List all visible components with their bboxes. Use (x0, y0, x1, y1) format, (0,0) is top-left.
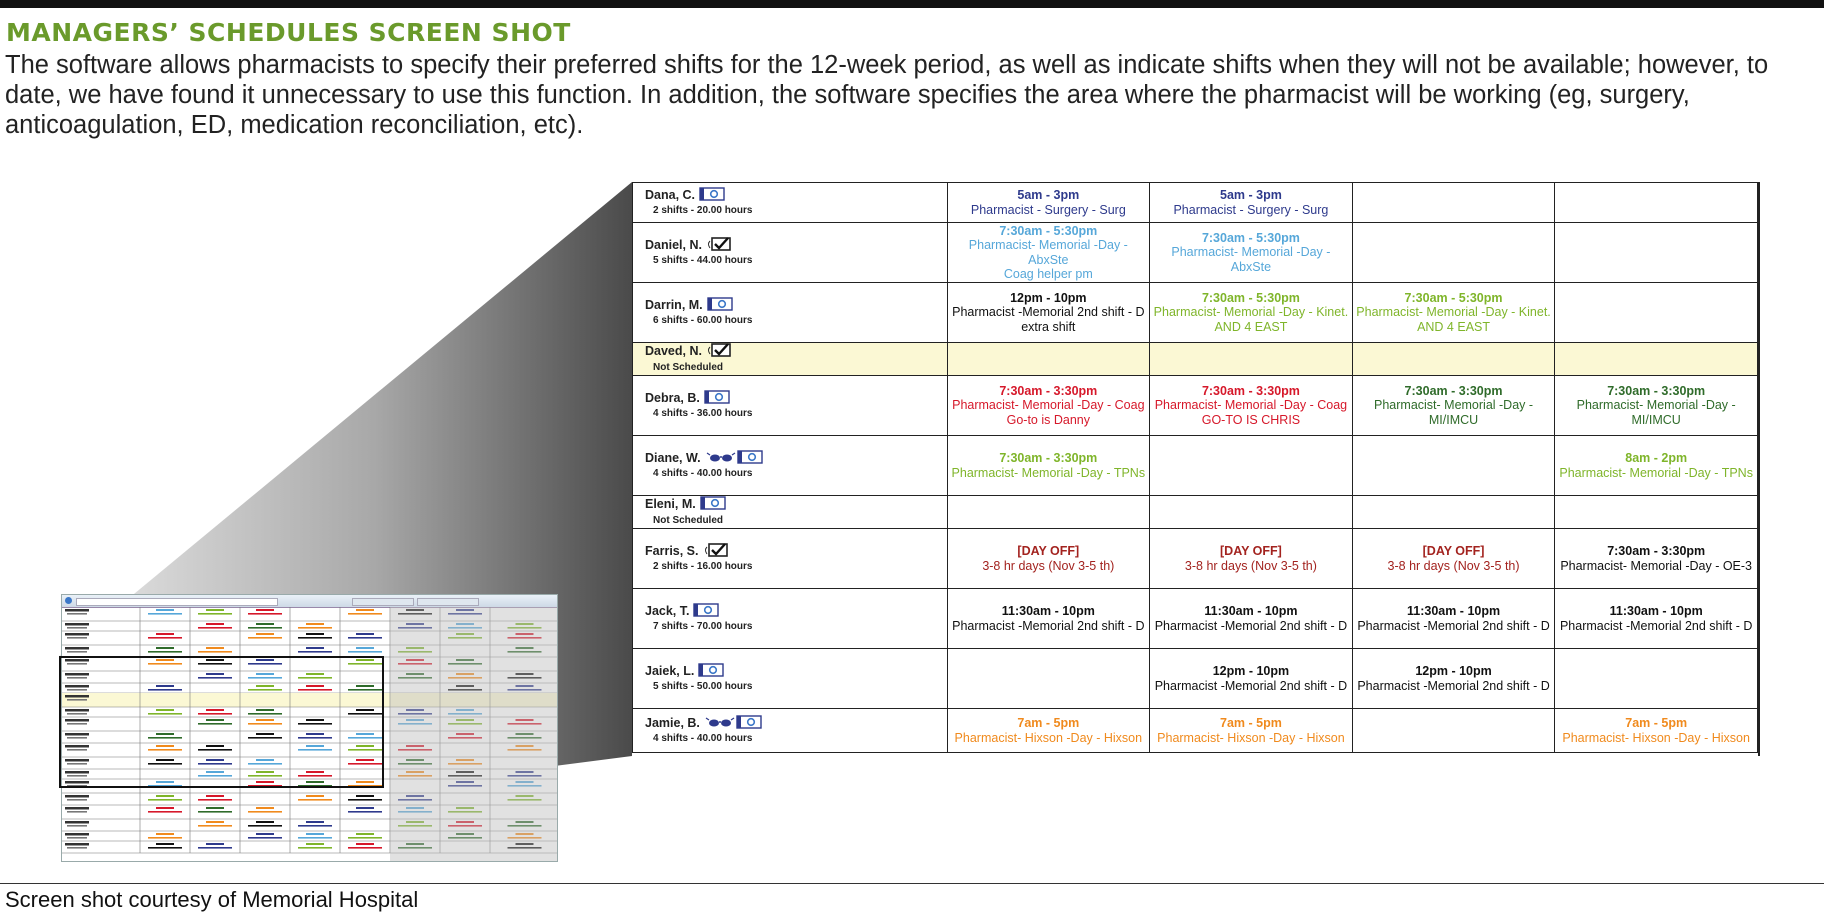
glasses-calendar-icon[interactable] (704, 715, 762, 733)
shift-cell[interactable] (1555, 709, 1758, 753)
thumbnail-sub-text (67, 825, 87, 827)
schedule-row (633, 589, 1758, 649)
thumbnail-shift-text (348, 811, 382, 813)
shift-summary: 7 shifts - 70.00 hours (653, 621, 753, 632)
shift-cell[interactable] (1352, 343, 1555, 376)
shift-cell[interactable] (1150, 283, 1353, 343)
shift-cell[interactable] (1352, 183, 1555, 223)
thumbnail-shift-text (156, 795, 174, 797)
thumbnail-sub-text (67, 811, 87, 813)
shift-summary: 2 shifts - 20.00 hours (653, 205, 753, 216)
shift-time: [DAY OFF] (1017, 544, 1080, 558)
thumbnail-sub-text (67, 613, 87, 615)
shift-cell[interactable] (947, 529, 1150, 589)
shift-assignment: Pharmacist -Memorial 2nd shift - D (1357, 618, 1550, 633)
calendar-icon[interactable] (700, 496, 726, 514)
shift-time: 7:30am - 5:30pm (1201, 230, 1300, 245)
shift-cell[interactable] (1150, 376, 1353, 436)
thumbnail-shift-text (356, 795, 374, 797)
shift-assignment: Pharmacist - Surgery - Surg (1173, 202, 1329, 217)
thumbnail-shift-text (206, 609, 224, 611)
shift-cell[interactable] (1555, 223, 1758, 283)
shift-assignment: Pharmacist- Memorial -Day - TPNs (1559, 465, 1753, 480)
checkmark-icon[interactable] (706, 343, 732, 361)
browser-logo-icon (65, 597, 72, 604)
shift-cell[interactable] (1352, 496, 1555, 529)
thumbnail-shift-text (198, 847, 232, 849)
shift-summary: 4 shifts - 40.00 hours (653, 468, 753, 479)
shift-assignment: Pharmacist- Memorial -Day - AbxSte (968, 238, 1128, 267)
shift-cell[interactable] (1555, 649, 1758, 709)
pharmacist-cell[interactable] (633, 436, 948, 496)
schedule-row (633, 709, 1758, 753)
thumbnail-shift-text (156, 833, 174, 835)
calendar-icon[interactable] (693, 603, 719, 621)
shift-cell[interactable] (1352, 436, 1555, 496)
pharmacist-name: Daniel, N. (645, 237, 702, 252)
thumbnail-tab (417, 598, 479, 606)
thumbnail-shade (390, 607, 558, 862)
thumbnail-shift-text (306, 623, 324, 625)
thumbnail-sub-text (67, 837, 87, 839)
shift-cell[interactable] (1555, 589, 1758, 649)
thumbnail-shift-text (148, 613, 182, 615)
shift-assignment: Coag helper pm (1003, 267, 1093, 281)
shift-cell[interactable] (1150, 223, 1353, 283)
shift-assignment: Pharmacist- Hixson -Day - Hixson (1562, 730, 1750, 745)
thumbnail-sub-text (67, 637, 87, 639)
pharmacist-cell[interactable] (633, 709, 948, 753)
shift-time: 7am - 5pm (1625, 716, 1688, 730)
thumbnail-shift-text (248, 837, 282, 839)
shift-time: 11:30am - 10pm (1001, 604, 1095, 618)
thumbnail-shift-text (156, 807, 174, 809)
thumbnail-shift-text (348, 651, 382, 653)
intro-paragraph: The software allows pharmacists to specify their preferred shifts for the 12-week period, as well as indicate shifts when they will not be available; however, to date, we have found it unnecessary to use this function. In addition, the software specifies the area where the pharmacist will be working (eg, surgery, anticoagulation, ED, medication reconciliation, etc). (5, 51, 1769, 139)
shift-assignment: Pharmacist -Memorial 2nd shift - D (1357, 678, 1550, 693)
shift-time: 7:30am - 3:30pm (999, 383, 1098, 398)
schedule-row (633, 343, 1758, 376)
shift-cell[interactable] (947, 343, 1150, 376)
thumbnail-shift-text (198, 627, 232, 629)
shift-assignment: Pharmacist- Memorial -Day - Kinet. (1153, 305, 1349, 320)
pharmacist-cell[interactable] (633, 649, 948, 709)
thumbnail-shift-text (256, 807, 274, 809)
thumbnail-shift-text (206, 843, 224, 845)
thumbnail-shift-text (356, 833, 374, 835)
shift-summary: 5 shifts - 50.00 hours (653, 681, 753, 692)
thumbnail-shift-text (356, 647, 374, 649)
shift-cell[interactable] (1555, 529, 1758, 589)
shift-time: 11:30am - 10pm (1609, 604, 1703, 618)
photo-credit: Screen shot courtesy of Memorial Hospital (5, 887, 419, 912)
thumbnail-shift-text (306, 833, 324, 835)
pharmacist-name: Jack, T. (645, 603, 690, 618)
thumbnail-shift-text (298, 847, 332, 849)
schedule-row (633, 283, 1758, 343)
pharmacist-cell[interactable] (633, 589, 948, 649)
shift-assignment: 3-8 hr days (Nov 3-5 th) (982, 558, 1115, 573)
pharmacist-name: Jaiek, L. (645, 663, 695, 678)
thumbnail-shift-text (198, 613, 232, 615)
shift-assignment: Pharmacist- Memorial -Day - MI/IMCU (1576, 398, 1736, 427)
shift-cell[interactable] (1352, 223, 1555, 283)
thumbnail-shift-text (206, 821, 224, 823)
shift-time: 7:30am - 5:30pm (1404, 290, 1503, 305)
shift-cell[interactable] (1555, 183, 1758, 223)
shift-cell[interactable] (1352, 649, 1555, 709)
thumbnail-shift-text (148, 637, 182, 639)
pharmacist-name: Diane, W. (645, 450, 701, 465)
thumbnail-shift-text (256, 609, 274, 611)
thumbnail-shift-text (306, 843, 324, 845)
thumbnail-name-text (65, 647, 89, 650)
thumbnail-sub-text (67, 847, 87, 849)
thumbnail-shift-text (348, 637, 382, 639)
thumbnail-shift-text (148, 651, 182, 653)
shift-cell[interactable] (947, 283, 1150, 343)
shift-assignment: Pharmacist- Memorial -Day - TPNs (951, 465, 1146, 480)
shift-cell[interactable] (1555, 436, 1758, 496)
shift-assignment: GO-TO IS CHRIS (1201, 412, 1301, 427)
shift-assignment: Pharmacist -Memorial 2nd shift - D (1154, 618, 1348, 633)
thumbnail-shift-text (198, 811, 232, 813)
calendar-icon[interactable] (698, 663, 724, 681)
pharmacist-cell[interactable] (633, 376, 948, 436)
thumbnail-shift-text (206, 623, 224, 625)
thumbnail-shift-text (306, 633, 324, 635)
shift-summary: 5 shifts - 44.00 hours (653, 255, 753, 266)
shift-time: 8am - 2pm (1625, 451, 1688, 465)
shift-cell[interactable] (1150, 343, 1353, 376)
thumbnail-shift-text (348, 613, 382, 615)
pharmacist-name: Eleni, M. (645, 497, 696, 512)
shift-time: 11:30am - 10pm (1406, 604, 1501, 618)
thumbnail-shift-text (356, 807, 374, 809)
glasses-calendar-icon[interactable] (705, 450, 763, 468)
thumbnail-shift-text (198, 651, 232, 653)
thumbnail-shift-text (156, 633, 174, 635)
shift-time: 12pm - 10pm (1415, 664, 1492, 678)
thumbnail-shift-text (248, 613, 282, 615)
pharmacist-cell[interactable] (633, 529, 948, 589)
pharmacist-name: Dana, C. (645, 187, 696, 202)
shift-time: 7:30am - 3:30pm (1404, 383, 1503, 398)
shift-time: 11:30am - 10pm (1204, 604, 1298, 618)
thumbnail-name-text (65, 807, 89, 810)
shift-cell[interactable] (1150, 436, 1353, 496)
thumbnail-shift-text (256, 633, 274, 635)
pharmacist-name: Farris, S. (645, 543, 699, 558)
thumbnail-shift-text (348, 847, 382, 849)
thumbnail-shift-text (298, 799, 332, 801)
thumbnail-shift-text (248, 627, 282, 629)
thumbnail-shift-text (248, 811, 282, 813)
shift-time: 5am - 3pm (1220, 188, 1282, 202)
shift-assignment: Pharmacist- Hixson -Day - Hixson (1157, 730, 1345, 745)
shift-assignment: Go-to is Danny (1006, 412, 1090, 427)
pharmacist-name: Debra, B. (645, 390, 700, 405)
pharmacist-cell[interactable] (633, 496, 948, 529)
shift-cell[interactable] (947, 589, 1150, 649)
thumbnail-shift-text (348, 837, 382, 839)
shift-cell[interactable] (947, 649, 1150, 709)
thumbnail-name-text (65, 821, 89, 824)
pharmacist-cell[interactable] (633, 283, 948, 343)
shift-assignment: 3-8 hr days (Nov 3-5 th) (1387, 558, 1520, 573)
shift-assignment: Pharmacist- Memorial -Day - AbxSte (1171, 245, 1331, 274)
thumbnail-shift-text (256, 623, 274, 625)
schedule-row (633, 496, 1758, 529)
shift-time: 7:30am - 3:30pm (1607, 544, 1706, 558)
shift-cell[interactable] (1352, 709, 1555, 753)
shift-cell[interactable] (947, 496, 1150, 529)
thumbnail-shift-text (298, 825, 332, 827)
shift-cell[interactable] (947, 183, 1150, 223)
pharmacist-name: Jamie, B. (645, 715, 700, 730)
shift-time: [DAY OFF] (1220, 544, 1282, 558)
thumbnail-name-text (65, 843, 89, 846)
shift-time: 7:30am - 3:30pm (1607, 383, 1706, 398)
schedule-row (633, 436, 1758, 496)
shift-cell[interactable] (1352, 529, 1555, 589)
shift-cell[interactable] (947, 436, 1150, 496)
shift-summary: 6 shifts - 60.00 hours (653, 315, 753, 326)
thumbnail-shift-text (306, 821, 324, 823)
pharmacist-name: Darrin, M. (645, 297, 703, 312)
thumbnail-shift-text (306, 795, 324, 797)
shift-cell[interactable] (947, 709, 1150, 753)
shift-cell[interactable] (1150, 709, 1353, 753)
thumbnail-shift-text (148, 847, 182, 849)
pharmacist-cell[interactable] (633, 343, 948, 376)
shift-cell[interactable] (1150, 649, 1353, 709)
bottom-rule (0, 883, 1824, 884)
shift-time: 7:30am - 5:30pm (1201, 290, 1300, 305)
shift-cell[interactable] (1555, 343, 1758, 376)
thumbnail-shift-text (306, 647, 324, 649)
thumbnail-shift-text (348, 799, 382, 801)
shift-assignment: Pharmacist- Memorial -Day - MI/IMCU (1374, 398, 1534, 427)
schedule-table (632, 182, 1758, 753)
shift-cell[interactable] (1352, 589, 1555, 649)
shift-assignment: Pharmacist -Memorial 2nd shift - D (1154, 678, 1348, 693)
thumbnail-shift-text (156, 647, 174, 649)
calendar-icon[interactable] (704, 390, 730, 408)
shift-assignment: Pharmacist -Memorial 2nd shift - D (1559, 618, 1753, 633)
thumbnail-shift-text (298, 637, 332, 639)
thumbnail-sub-text (67, 651, 87, 653)
shift-time: 12pm - 10pm (1212, 664, 1290, 678)
thumbnail-shift-text (356, 843, 374, 845)
thumbnail-shift-text (298, 837, 332, 839)
thumbnail-shift-text (156, 609, 174, 611)
pharmacist-cell[interactable] (633, 183, 948, 223)
shift-time: 5am - 3pm (1017, 188, 1080, 202)
thumbnail-name-text (65, 795, 89, 798)
thumbnail-shift-text (356, 633, 374, 635)
thumbnail-shift-text (206, 647, 224, 649)
pharmacist-cell[interactable] (633, 223, 948, 283)
shift-summary: 2 shifts - 16.00 hours (653, 561, 753, 572)
shift-assignment: Pharmacist- Memorial -Day - Kinet. (1356, 305, 1551, 320)
shift-time: 7am - 5pm (1220, 716, 1282, 730)
shift-time: 7:30am - 5:30pm (999, 223, 1098, 238)
schedule-row (633, 649, 1758, 709)
shift-summary: Not Scheduled (653, 361, 724, 373)
shift-assignment: Pharmacist- Hixson -Day - Hixson (954, 730, 1143, 745)
shift-cell[interactable] (1150, 496, 1353, 529)
shift-cell[interactable] (1150, 589, 1353, 649)
shift-time: [DAY OFF] (1422, 544, 1485, 558)
thumbnail-shift-text (148, 811, 182, 813)
calendar-icon[interactable] (699, 187, 725, 205)
thumbnail-shift-text (148, 837, 182, 839)
shift-summary: Not Scheduled (653, 514, 724, 526)
shift-time: 12pm - 10pm (1010, 290, 1087, 305)
checkmark-icon[interactable] (706, 237, 732, 255)
thumbnail-name-text (65, 609, 89, 612)
thumbnail-sub-text (67, 799, 87, 801)
thumbnail-shift-text (198, 799, 232, 801)
shift-assignment: Pharmacist -Memorial 2nd shift - D (952, 305, 1145, 320)
thumbnail-address-bar (76, 598, 278, 606)
shift-assignment: 3-8 hr days (Nov 3-5 th) (1184, 558, 1317, 573)
shift-assignment: Pharmacist- Memorial -Day - OE-3 (1560, 558, 1753, 573)
checkmark-icon[interactable] (703, 543, 729, 561)
shift-cell[interactable] (1555, 496, 1758, 529)
shift-summary: 4 shifts - 36.00 hours (653, 408, 753, 419)
schedule-row (633, 223, 1758, 283)
shift-cell[interactable] (1555, 283, 1758, 343)
thumbnail-shift-text (256, 821, 274, 823)
thumbnail-shift-text (248, 637, 282, 639)
shift-cell[interactable] (1352, 376, 1555, 436)
shift-cell[interactable] (1150, 183, 1353, 223)
thumbnail-shift-text (148, 799, 182, 801)
section-title: MANAGERS’ SCHEDULES SCREEN SHOT (6, 18, 571, 47)
thumbnail-shift-text (298, 651, 332, 653)
thumbnail-shift-text (206, 795, 224, 797)
shift-cell[interactable] (947, 376, 1150, 436)
thumbnail-shift-text (156, 843, 174, 845)
thumbnail-shift-text (298, 627, 332, 629)
schedule-row (633, 183, 1758, 223)
shift-assignment: extra shift (1021, 319, 1076, 334)
thumbnail-shift-text (248, 825, 282, 827)
thumbnail-name-text (65, 833, 89, 836)
shift-assignment: Pharmacist- Memorial -Day - Coag (1154, 398, 1348, 413)
thumbnail-shift-text (206, 807, 224, 809)
shift-cell[interactable] (1352, 283, 1555, 343)
shift-summary: 4 shifts - 40.00 hours (653, 733, 753, 744)
calendar-icon[interactable] (707, 297, 733, 315)
thumbnail-sub-text (67, 627, 87, 629)
shift-cell[interactable] (1150, 529, 1353, 589)
shift-time: 7:30am - 3:30pm (1201, 383, 1300, 398)
thumbnail-name-text (65, 623, 89, 626)
shift-time: 7:30am - 3:30pm (999, 451, 1098, 465)
schedule-row (633, 376, 1758, 436)
thumbnail-tab (352, 598, 414, 606)
thumbnail-shift-text (256, 833, 274, 835)
shift-assignment: AND 4 EAST (1214, 319, 1288, 334)
thumbnail-focus-frame (59, 656, 384, 788)
shift-assignment: Pharmacist -Memorial 2nd shift - D (952, 618, 1145, 633)
shift-assignment: Pharmacist- Memorial -Day - Coag (952, 398, 1145, 413)
shift-assignment: Pharmacist - Surgery - Surg (970, 202, 1126, 217)
shift-cell[interactable] (947, 223, 1150, 283)
thumbnail-shift-text (356, 609, 374, 611)
shift-assignment: AND 4 EAST (1417, 319, 1490, 334)
shift-time: 7am - 5pm (1017, 716, 1080, 730)
shift-cell[interactable] (1555, 376, 1758, 436)
schedule-frame-edge (1758, 182, 1760, 756)
schedule-row (633, 529, 1758, 589)
thumbnail-shift-text (198, 825, 232, 827)
pharmacist-name: Daved, N. (645, 344, 702, 359)
thumbnail-name-text (65, 633, 89, 636)
